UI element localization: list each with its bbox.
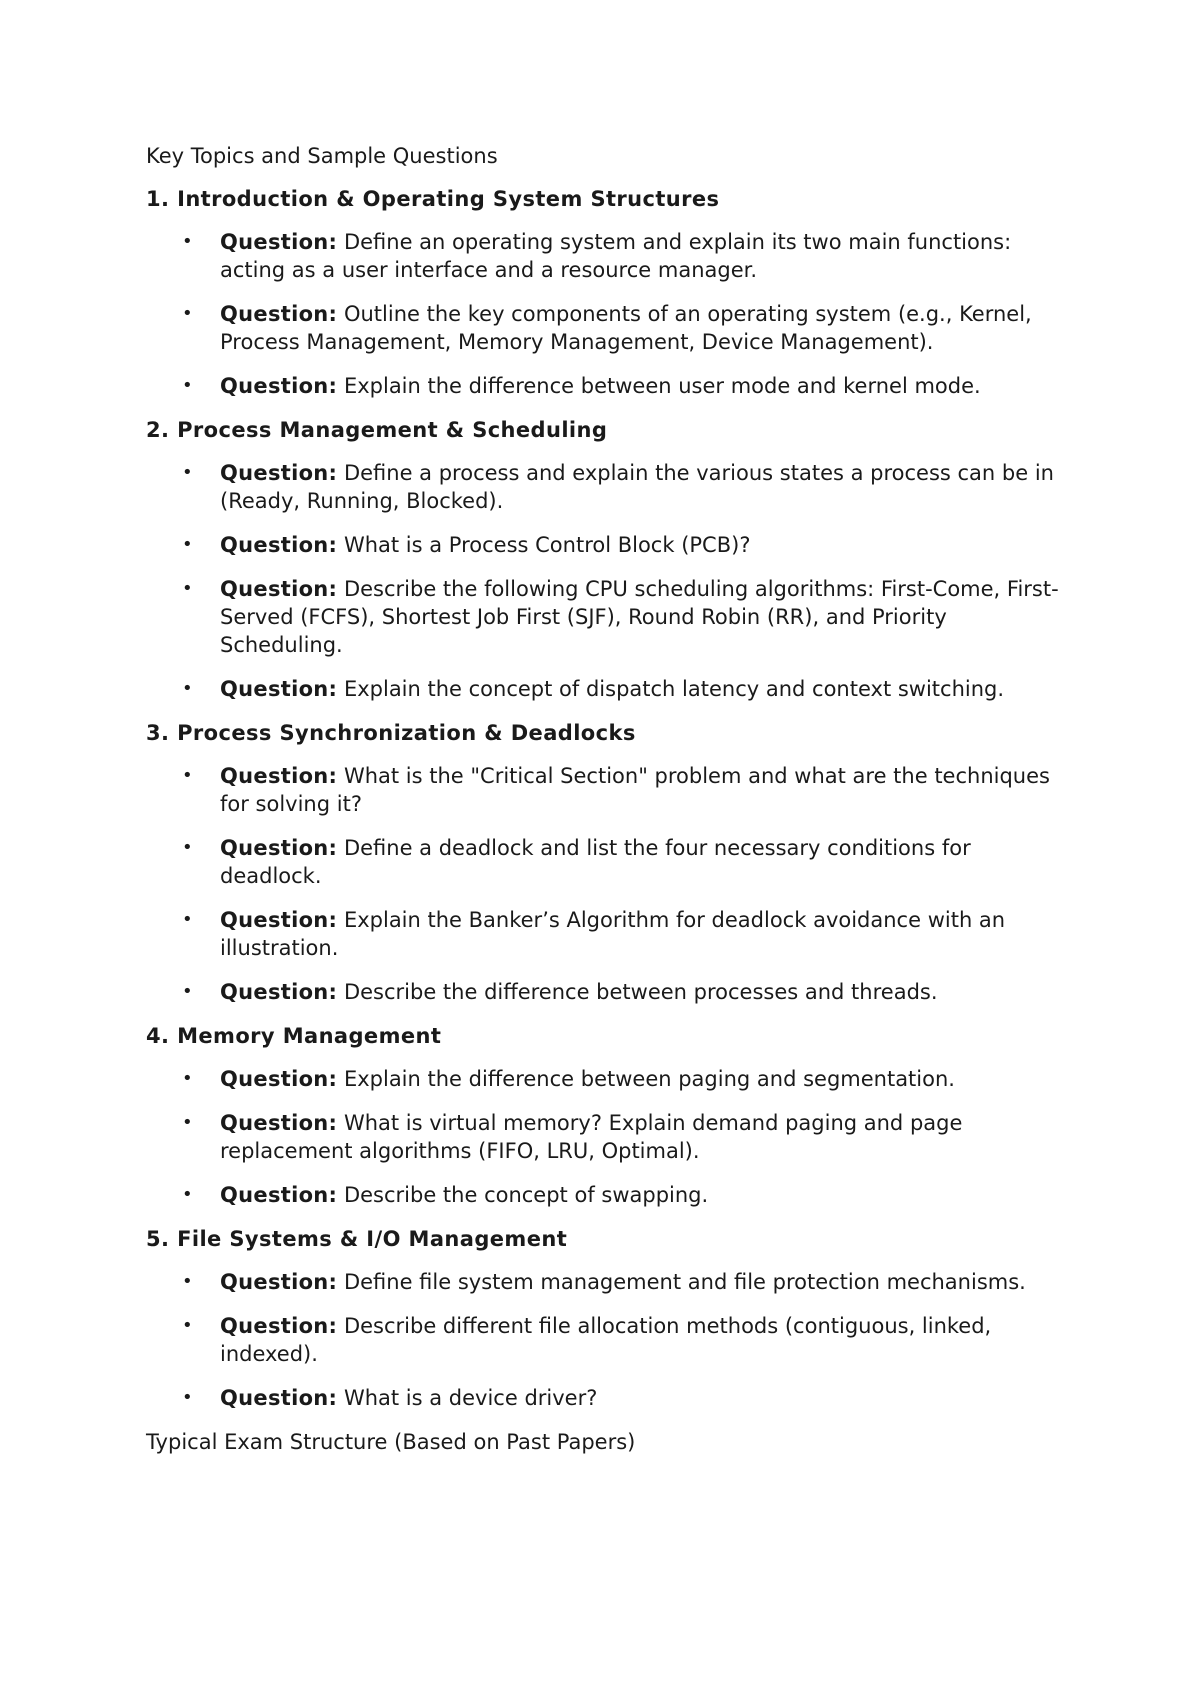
question-label: Question: [220,1067,338,1091]
bullet-icon: • [182,837,193,858]
section-heading: 4. Memory Management [146,1024,442,1048]
section-5 [146,1225,1076,1412]
question-text: Explain the difference between paging and segmentation. [343,1067,955,1091]
section-heading: 3. Process Synchronization & Deadlocks [146,721,636,745]
question-text: Outline the key components of an operating system (e.g., Kernel, Process Management, Memory Management, Device Management). [220,302,1032,354]
question-label: Question: [220,836,338,860]
question-text: What is the "Critical Section" problem and what are the techniques for solving it? [220,764,1050,816]
question-text: What is a Process Control Block (PCB)? [343,533,751,557]
question-label: Question: [220,374,338,398]
question-text: Describe different file allocation methods (contiguous, linked, indexed). [220,1314,992,1366]
question-item [146,372,1076,400]
question-item [146,228,1076,284]
bullet-icon: • [182,1068,193,1089]
question-label: Question: [220,1314,338,1338]
question-text: What is virtual memory? Explain demand paging and page replacement algorithms (FIFO, LRU, Optimal). [220,1111,963,1163]
question-label: Question: [220,1111,338,1135]
bullet-icon: • [182,1112,193,1133]
question-item [146,1384,1076,1412]
question-label: Question: [220,1183,338,1207]
bullet-icon: • [182,578,193,599]
question-label: Question: [220,908,338,932]
question-text: Describe the following CPU scheduling algorithms: First-Come, First-Served (FCFS), Shortest Job First (SJF), Round Robin (RR), and Priority Scheduling. [220,577,1059,657]
document-title: Key Topics and Sample Questions [146,144,498,168]
question-item [146,531,1076,559]
closing-line: Typical Exam Structure (Based on Past Papers) [146,1430,636,1454]
question-list [146,459,1076,703]
question-item [146,762,1076,818]
bullet-icon: • [182,534,193,555]
section-3 [146,719,1076,1006]
question-text: Explain the Banker’s Algorithm for deadlock avoidance with an illustration. [220,908,1006,960]
question-label: Question: [220,577,338,601]
question-text: Describe the concept of swapping. [343,1183,709,1207]
question-label: Question: [220,302,338,326]
bullet-icon: • [182,909,193,930]
bullet-icon: • [182,1184,193,1205]
bullet-icon: • [182,303,193,324]
bullet-icon: • [182,462,193,483]
bullet-icon: • [182,981,193,1002]
bullet-icon: • [182,678,193,699]
bullet-icon: • [182,1271,193,1292]
question-list [146,762,1076,1006]
question-item [146,906,1076,962]
section-heading: 2. Process Management & Scheduling [146,418,608,442]
question-item [146,1312,1076,1368]
question-list [146,1065,1076,1209]
question-item [146,1065,1076,1093]
question-text: Define file system management and file protection mechanisms. [343,1270,1026,1294]
question-text: Define an operating system and explain its two main functions: acting as a user interface and a resource manager. [220,230,1012,282]
question-text: Define a deadlock and list the four necessary conditions for deadlock. [220,836,971,888]
question-label: Question: [220,677,338,701]
bullet-icon: • [182,375,193,396]
question-label: Question: [220,230,338,254]
question-item [146,834,1076,890]
question-label: Question: [220,461,338,485]
section-heading: 1. Introduction & Operating System Structures [146,187,720,211]
question-label: Question: [220,1270,338,1294]
question-text: Explain the concept of dispatch latency and context switching. [343,677,1005,701]
question-item [146,1181,1076,1209]
question-list [146,228,1076,400]
section-2 [146,416,1076,703]
section-heading: 5. File Systems & I/O Management [146,1227,568,1251]
bullet-icon: • [182,1315,193,1336]
question-text: Define a process and explain the various states a process can be in (Ready, Running, Blocked). [220,461,1054,513]
document-page [146,142,1076,1456]
question-text: What is a device driver? [343,1386,598,1410]
question-text: Explain the difference between user mode and kernel mode. [343,374,981,398]
sections-container [146,185,1076,1412]
question-item [146,1109,1076,1165]
bullet-icon: • [182,231,193,252]
question-item [146,575,1076,659]
question-label: Question: [220,1386,338,1410]
question-label: Question: [220,980,338,1004]
question-item [146,1268,1076,1296]
section-4 [146,1022,1076,1209]
question-item [146,459,1076,515]
question-text: Describe the difference between processes and threads. [343,980,938,1004]
question-item [146,978,1076,1006]
question-item [146,675,1076,703]
bullet-icon: • [182,765,193,786]
bullet-icon: • [182,1387,193,1408]
question-list [146,1268,1076,1412]
question-label: Question: [220,764,338,788]
question-label: Question: [220,533,338,557]
question-item [146,300,1076,356]
section-1 [146,185,1076,400]
